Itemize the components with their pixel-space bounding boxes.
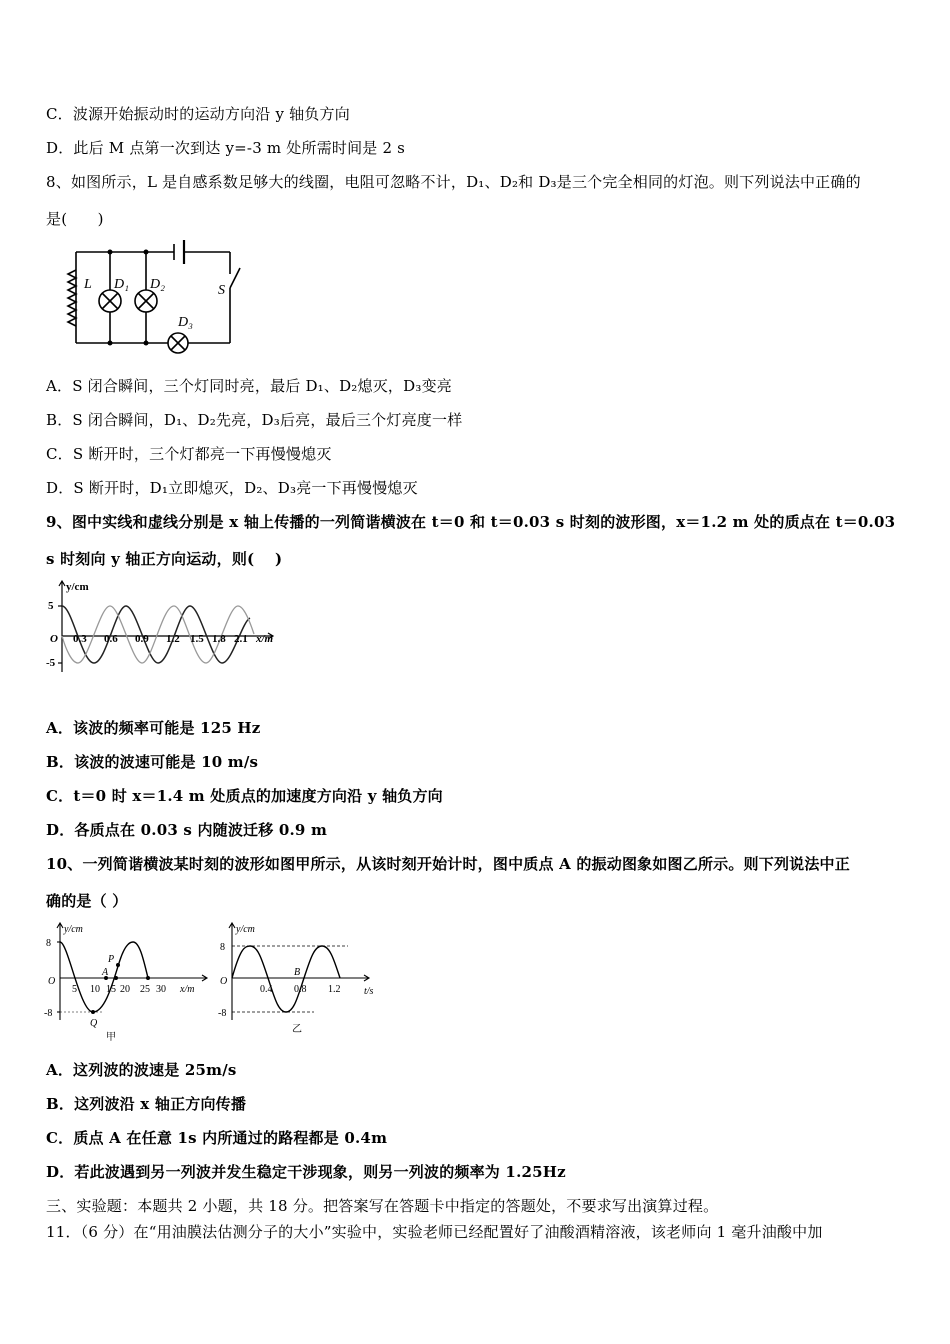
d3-label: D₃: [178, 315, 193, 330]
q9-stem-line1: 9、图中实线和虚线分别是 x 轴上传播的一列简谐横波在 t＝0 和 t＝0.03 s 时刻的波形图，x＝1.2 m 处的质点在 t＝0.03: [46, 513, 896, 531]
q10-wave-graph-jia: [44, 920, 214, 1045]
q10-jia-tick-4: 20: [120, 984, 130, 995]
q10-jia-y-pos: 8: [46, 938, 51, 949]
q10-point-p: P: [108, 954, 115, 965]
q10-jia-origin: O: [48, 976, 56, 987]
q11-stem: 11．（6 分）在“用油膜法估测分子的大小”实验中，实验老师已经配置好了油酸酒精溶液，该老师向 1 毫升油酸中加: [46, 1223, 823, 1241]
q9-option-c: C．t＝0 时 x＝1.4 m 处质点的加速度方向沿 y 轴负方向: [46, 787, 443, 805]
q9-option-d: D．各质点在 0.03 s 内随波迁移 0.9 m: [46, 821, 328, 839]
q10-caption-yi: 乙: [292, 1024, 302, 1035]
section3-heading: 三、实验题：本题共 2 小题，共 18 分。把答案写在答题卡中指定的答题处，不要求写出演算过程。: [46, 1197, 719, 1215]
q8-option-a: A．S 闭合瞬间，三个灯同时亮，最后 D₁、D₂熄灭，D₃变亮: [46, 377, 452, 395]
q9-option-a: A．该波的频率可能是 125 Hz: [46, 719, 261, 737]
q10-jia-tick-5: 25: [140, 984, 150, 995]
q10-jia-tick-1: 5: [72, 984, 77, 995]
q10-option-b: B．这列波沿 x 轴正方向传播: [46, 1095, 247, 1113]
q8-circuit-diagram: [58, 238, 248, 358]
q8-stem-line2: 是( ): [46, 210, 104, 228]
q9-tick-6: 1.8: [212, 633, 226, 645]
q10-jia-tick-3: 15: [106, 984, 116, 995]
q9-y-pos: 5: [48, 600, 54, 612]
q9-tick-1: 0.3: [73, 633, 87, 645]
q10-jia-ylabel: y/cm: [64, 924, 83, 935]
q10-yi-tick-1: 0.4: [260, 984, 273, 995]
q9-xlabel: x/m: [256, 633, 274, 645]
q10-caption-jia: 甲: [106, 1032, 116, 1043]
q10-yi-wave: [232, 946, 340, 1012]
d1-label: D₁: [114, 277, 129, 292]
q10-yi-xlabel: t/s: [364, 986, 374, 997]
q9-y-neg: -5: [46, 657, 56, 669]
q10-point-a: A: [102, 967, 109, 978]
q9-origin: O: [50, 633, 58, 645]
q10-point-b: B: [294, 967, 301, 978]
q9-tick-3: 0.9: [135, 633, 149, 645]
q10-yi-ylabel: y/cm: [236, 924, 255, 935]
inductor-label: L: [84, 277, 92, 292]
q8-option-c: C．S 断开时，三个灯都亮一下再慢慢熄灭: [46, 445, 332, 463]
q8-option-d: D．S 断开时，D₁立即熄灭，D₂、D₃亮一下再慢慢熄灭: [46, 479, 418, 497]
q10-yi-y-pos: 8: [220, 942, 225, 953]
q9-option-b: B．该波的波速可能是 10 m/s: [46, 753, 259, 771]
q10-yi-y-neg: -8: [218, 1008, 227, 1019]
q10-stem-line1: 10、一列简谐横波某时刻的波形如图甲所示，从该时刻开始计时，图中质点 A 的振动图象如图乙所示。则下列说法中正: [46, 855, 850, 873]
q8-stem-line1: 8、如图所示，L 是自感系数足够大的线圈，电阻可忽略不计，D₁、D₂和 D₃是三个完全相同的灯泡。则下列说法中正确的: [46, 173, 861, 191]
q10-point-q: Q: [90, 1018, 98, 1029]
q10-jia-tick-2: 10: [90, 984, 100, 995]
q10-jia-xlabel: x/m: [180, 984, 195, 995]
q10-option-a: A．这列波的波速是 25m/s: [46, 1061, 237, 1079]
q7-option-d: D．此后 M 点第一次到达 y=-3 m 处所需时间是 2 s: [46, 139, 406, 157]
q9-wave-graph: [44, 578, 284, 678]
q10-jia-y-neg: -8: [44, 1008, 53, 1019]
q9-tick-5: 1.5: [190, 633, 204, 645]
q10-yi-tick-2: 0.8: [294, 984, 307, 995]
q8-option-b: B．S 闭合瞬间，D₁、D₂先亮，D₃后亮，最后三个灯亮度一样: [46, 411, 463, 429]
q10-option-c: C．质点 A 在任意 1s 内所通过的路程都是 0.4m: [46, 1129, 388, 1147]
q9-tick-7: 2.1: [234, 633, 248, 645]
switch-label: S: [218, 283, 225, 298]
q10-vibration-graph-yi: [218, 920, 388, 1045]
q9-ylabel: y/cm: [66, 581, 89, 593]
q7-option-c: C．波源开始振动时的运动方向沿 y 轴负方向: [46, 105, 350, 123]
q10-jia-tick-6: 30: [156, 984, 166, 995]
q9-stem-line2: s 时刻向 y 轴正方向运动，则( ): [46, 550, 283, 568]
q9-tick-4: 1.2: [166, 633, 180, 645]
q9-tick-2: 0.6: [104, 633, 118, 645]
q10-stem-line2: 确的是（ ）: [46, 892, 128, 910]
q10-yi-tick-3: 1.2: [328, 984, 341, 995]
q10-yi-origin: O: [220, 976, 228, 987]
d2-label: D₂: [150, 277, 165, 292]
q10-option-d: D．若此波遇到另一列波并发生稳定干涉现象，则另一列波的频率为 1.25Hz: [46, 1163, 566, 1181]
